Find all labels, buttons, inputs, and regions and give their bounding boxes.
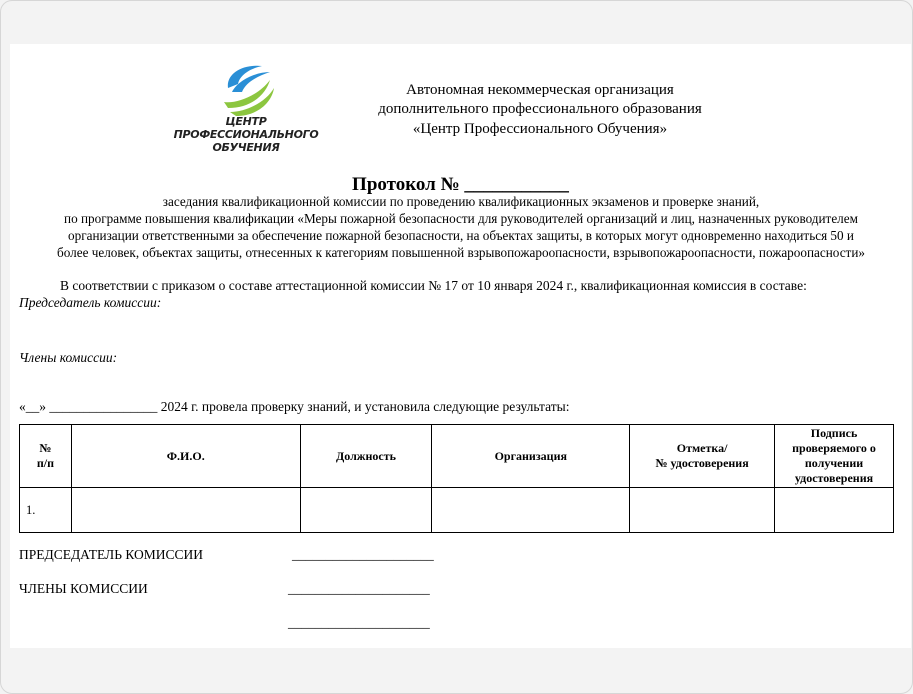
cell-position (300, 488, 432, 533)
subtitle-line: заседания квалификационной комиссии по проведению квалификационных экзаменов и проверке знаний, (162, 194, 760, 209)
header-signature: Подпись проверяемого о получении удостоверения (775, 425, 894, 488)
date-line: «__» ________________ 2024 г. провела проверку знаний, и установила следующие результаты: (19, 399, 570, 414)
subtitle-line: организации ответственными за обеспечение пожарной безопасности, на объектах защиты, в которых могут одновременно находиться 50 и (68, 228, 854, 243)
header-fio: Ф.И.О. (71, 425, 300, 488)
cell-mark (630, 488, 775, 533)
header-mark: Отметка/ № удостоверения (630, 425, 775, 488)
logo-line-3: ОБУЧЕНИЯ (212, 141, 280, 154)
document-page (10, 44, 911, 648)
logo-line-1: ЦЕНТР (225, 115, 267, 128)
table-row (20, 488, 894, 533)
cell-fio (71, 488, 300, 533)
members-signature-label: ЧЛЕНЫ КОМИССИИ (19, 581, 148, 596)
subtitle-line: более человек, объектах защиты, отнесенных к категориям повышенной взрывопожароопасности, взрывопожароопасности, пожароопасности» (57, 245, 865, 260)
logo-line-2: ПРОФЕССИОНАЛЬНОГО (173, 128, 319, 141)
chairman-signature-line: _____________________ (292, 547, 434, 562)
results-table (19, 424, 894, 533)
logo-swoosh-icon (166, 58, 326, 118)
member-signature-line: _____________________ (288, 615, 430, 630)
protocol-subtitle (16, 193, 906, 261)
org-name: «Центр Профессионального Обучения» (412, 121, 668, 137)
accordance-text: В соответствии с приказом о составе аттестационной комиссии № 17 от 10 января 2024 г., квалификационная комиссия в составе: (60, 278, 807, 293)
cell-organization (432, 488, 630, 533)
table-header-row (20, 425, 894, 488)
chairman-signature-label: ПРЕДСЕДАТЕЛЬ КОМИССИИ (19, 547, 204, 562)
header-num: № п/п (20, 425, 72, 488)
org-line-2: дополнительного профессионального образования (378, 101, 702, 117)
member-signature-line: _____________________ (288, 581, 430, 596)
chairman-label: Председатель комиссии: (19, 295, 162, 310)
header-organization: Организация (432, 425, 630, 488)
protocol-title: Протокол № ___________ (352, 174, 569, 195)
header-position: Должность (300, 425, 432, 488)
organization-logo (166, 58, 326, 162)
subtitle-line: по программе повышения квалификации «Меры пожарной безопасности для руководителей организаций и лиц, назначенных руководителем (64, 211, 858, 226)
cell-num: 1. (20, 488, 72, 533)
members-label: Члены комиссии: (19, 350, 118, 365)
org-line-1: Автономная некоммерческая организация (406, 82, 674, 98)
cell-signature (775, 488, 894, 533)
